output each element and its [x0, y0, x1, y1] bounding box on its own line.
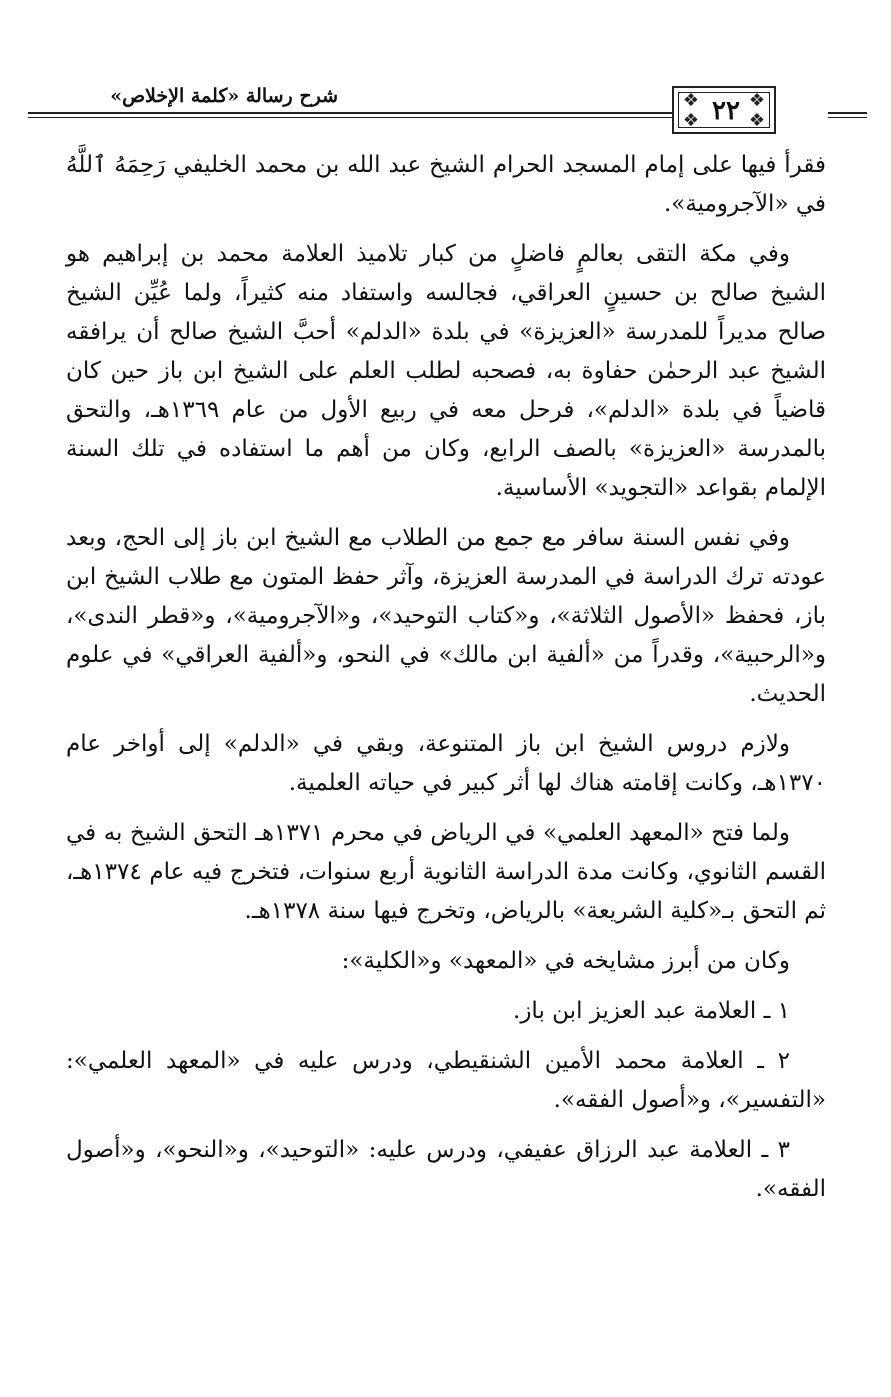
paragraph: فقرأ فيها على إمام المسجد الحرام الشيخ عبد الله بن محمد الخليفي رَحِمَهُ ٱللَّهُ في «الآجرومية».: [66, 152, 826, 217]
ornament-icon: ❖: [682, 90, 700, 111]
ornament-icon: ❖: [748, 110, 766, 131]
list-item: ١ ـ العلامة عبد العزيز ابن باز.: [513, 998, 790, 1024]
paragraph: ولما فتح «المعهد العلمي» في الرياض في محرم ١٣٧١هـ التحق الشيخ به في القسم الثانوي، وكانت مدة الدراسة الثانوية أربع سنوات، فتخرج فيه عام ١٣٧٤هـ، ثم التحق بـ«كلية الشريعة» بالرياض، وتخرج فيها سنة ١٣٧٨هـ.: [66, 820, 826, 924]
header-rule: [828, 117, 867, 118]
running-title: شرح رسالة «كلمة الإخلاص»: [110, 85, 338, 107]
header-rule: [828, 112, 867, 114]
paragraph: ولازم دروس الشيخ ابن باز المتنوعة، وبقي في «الدلم» إلى أواخر عام ١٣٧٠هـ، وكانت إقامته هناك لها أثر كبير في حياته العلمية.: [66, 731, 826, 796]
list-item: ٢ ـ العلامة محمد الأمين الشنقيطي، ودرس عليه في «المعهد العلمي»: «التفسير»، و«أصول الفقه».: [66, 1048, 826, 1113]
paragraph: وفي مكة التقى بعالمٍ فاضلٍ من كبار تلاميذ العلامة محمد بن إبراهيم هو الشيخ صالح بن حسينٍ العراقي، فجالسه واستفاد منه كثيراً، ولما عُيِّن الشيخ صالح مديراً للمدرسة «العزيزة» في بلدة «الدلم» أحبَّ الشيخ صالح أن يرافقه الشيخ عبد الرحمٰن حفاوة به، فصحبه لطلب العلم على الشيخ ابن باز حين كان قاضياً في بلدة «الدلم»، فرحل معه في ربيع الأول من عام ١٣٦٩هـ، والتحق بالمدرسة «العزيزة» بالصف الرابع، وكان من أهم ما استفاده في تلك السنة الإلمام بقواعد «التجويد» الأساسية.: [66, 241, 827, 501]
header-rule: [28, 117, 763, 118]
page-number: ٢٢: [712, 96, 740, 126]
ornament-icon: ❖: [748, 90, 766, 111]
page-header: [28, 80, 867, 131]
ornament-icon: ❖: [682, 110, 700, 131]
page-number-frame: [672, 86, 776, 134]
paragraph: وفي نفس السنة سافر مع جمع من الطلاب مع الشيخ ابن باز إلى الحج، وبعد عودته ترك الدراسة في المدرسة العزيزة، وآثر حفظ المتون مع طلاب الشيخ ابن باز، فحفظ «الأصول الثلاثة»، و«كتاب التوحيد»، و«الآجرومية»، و«قطر الندى»، و«الرحبية»، وقدراً من «ألفية ابن مالك» في النحو، و«ألفية العراقي» في علوم الحديث.: [66, 525, 826, 707]
paragraph: وكان من أبرز مشايخه في «المعهد» و«الكلية»:: [341, 948, 790, 974]
body-text: [66, 146, 826, 1220]
list-item: ٣ ـ العلامة عبد الرزاق عفيفي، ودرس عليه: «التوحيد»، و«النحو»، و«أصول الفقه».: [66, 1137, 826, 1202]
header-rule: [28, 112, 763, 114]
